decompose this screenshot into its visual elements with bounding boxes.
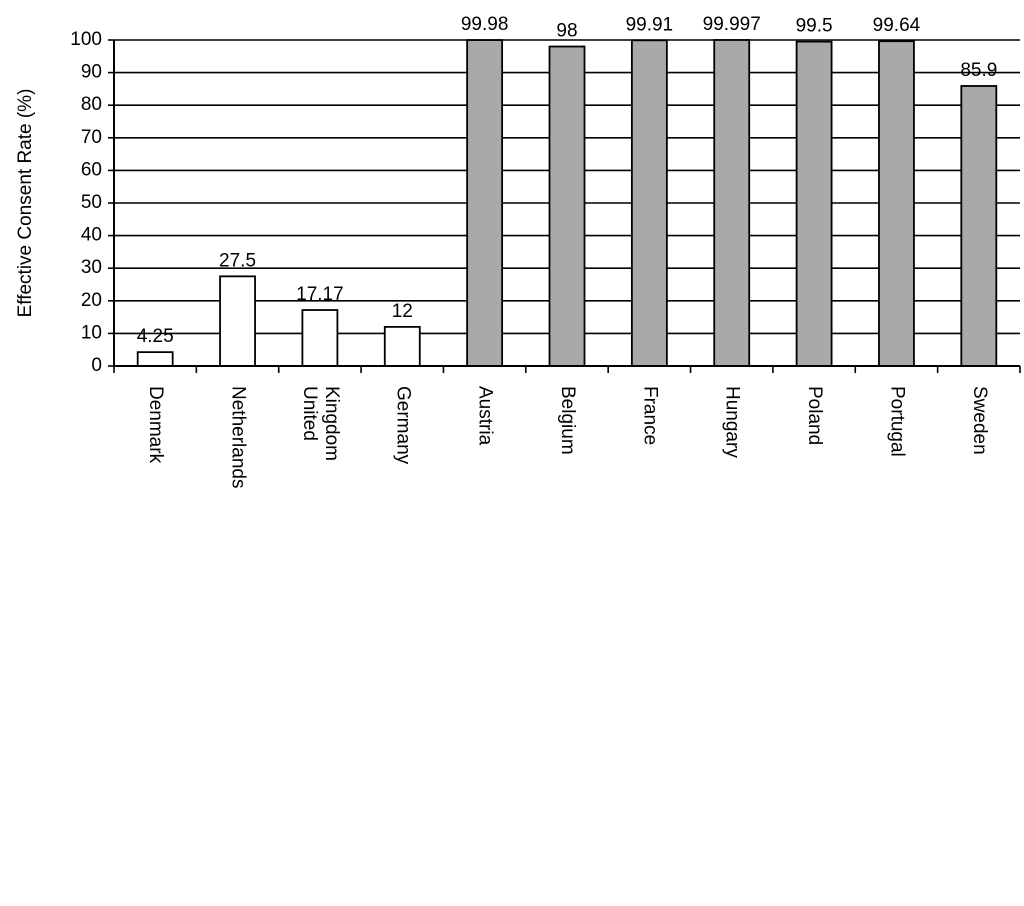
y-tick-label: 80 [80, 94, 102, 116]
value-label: 99.91 [625, 14, 674, 36]
x-tick-label-line: Sweden [968, 386, 990, 455]
value-label: 4.25 [136, 326, 174, 348]
y-tick-label: 100 [70, 29, 102, 51]
bar-hungary [714, 40, 749, 366]
bar-united-kingdom [302, 310, 337, 366]
x-tick-label-line: Poland [804, 386, 826, 446]
value-label: 85.9 [960, 59, 998, 81]
bar-portugal [879, 41, 914, 366]
x-tick-label [392, 386, 413, 465]
x-tick-label [557, 386, 578, 455]
value-label: 99.98 [460, 14, 509, 36]
value-label: 27.5 [219, 250, 257, 272]
bar-germany [385, 327, 420, 366]
bar-sweden [961, 86, 996, 366]
bar-denmark [138, 352, 173, 366]
x-tick-label-line: Germany [392, 386, 414, 465]
y-tick-label: 0 [91, 355, 102, 377]
x-tick-label-line: Denmark [145, 386, 167, 464]
y-tick-label: 50 [80, 192, 102, 214]
x-tick-label-line: Kingdom [320, 386, 342, 461]
y-tick-label: 60 [80, 159, 102, 181]
x-tick-label-line: Portugal [886, 386, 908, 457]
x-tick-label-line: Hungary [721, 386, 743, 458]
value-label: 12 [391, 300, 413, 322]
y-tick-label: 30 [80, 257, 102, 279]
x-tick-label [145, 386, 166, 464]
y-tick-label: 10 [80, 322, 102, 344]
value-label: 17.17 [296, 284, 344, 306]
bar-poland [797, 42, 832, 366]
value-label: 99.997 [702, 14, 761, 36]
x-tick-label [228, 386, 249, 488]
y-tick-label: 40 [80, 224, 102, 246]
x-tick-label [969, 386, 990, 455]
y-tick-label: 70 [80, 126, 102, 148]
x-tick-label-line: Austria [474, 386, 496, 446]
x-tick-label [886, 386, 907, 457]
bar-austria [467, 40, 502, 366]
y-tick-label: 20 [80, 289, 102, 311]
x-tick-label [804, 386, 825, 445]
x-tick-label [639, 386, 660, 445]
x-tick-label-line: Netherlands [227, 386, 249, 489]
y-tick-label: 90 [80, 61, 102, 83]
x-tick-label-line: United [298, 386, 320, 441]
y-tick-labels [70, 29, 102, 376]
x-tick-labels [145, 386, 990, 488]
x-tick-label-line: Belgium [556, 386, 578, 455]
x-tick-label [475, 386, 496, 446]
y-axis-label: Effective Consent Rate (%) [15, 88, 37, 318]
bar-netherlands [220, 276, 255, 366]
x-tick-label [299, 386, 342, 461]
value-label: 98 [556, 20, 578, 42]
value-label: 99.64 [872, 15, 921, 37]
value-label: 99.5 [795, 15, 833, 37]
bar-france [632, 40, 667, 366]
x-tick-label-line: France [639, 386, 661, 446]
bar-belgium [550, 47, 585, 366]
x-tick-label [722, 386, 743, 458]
